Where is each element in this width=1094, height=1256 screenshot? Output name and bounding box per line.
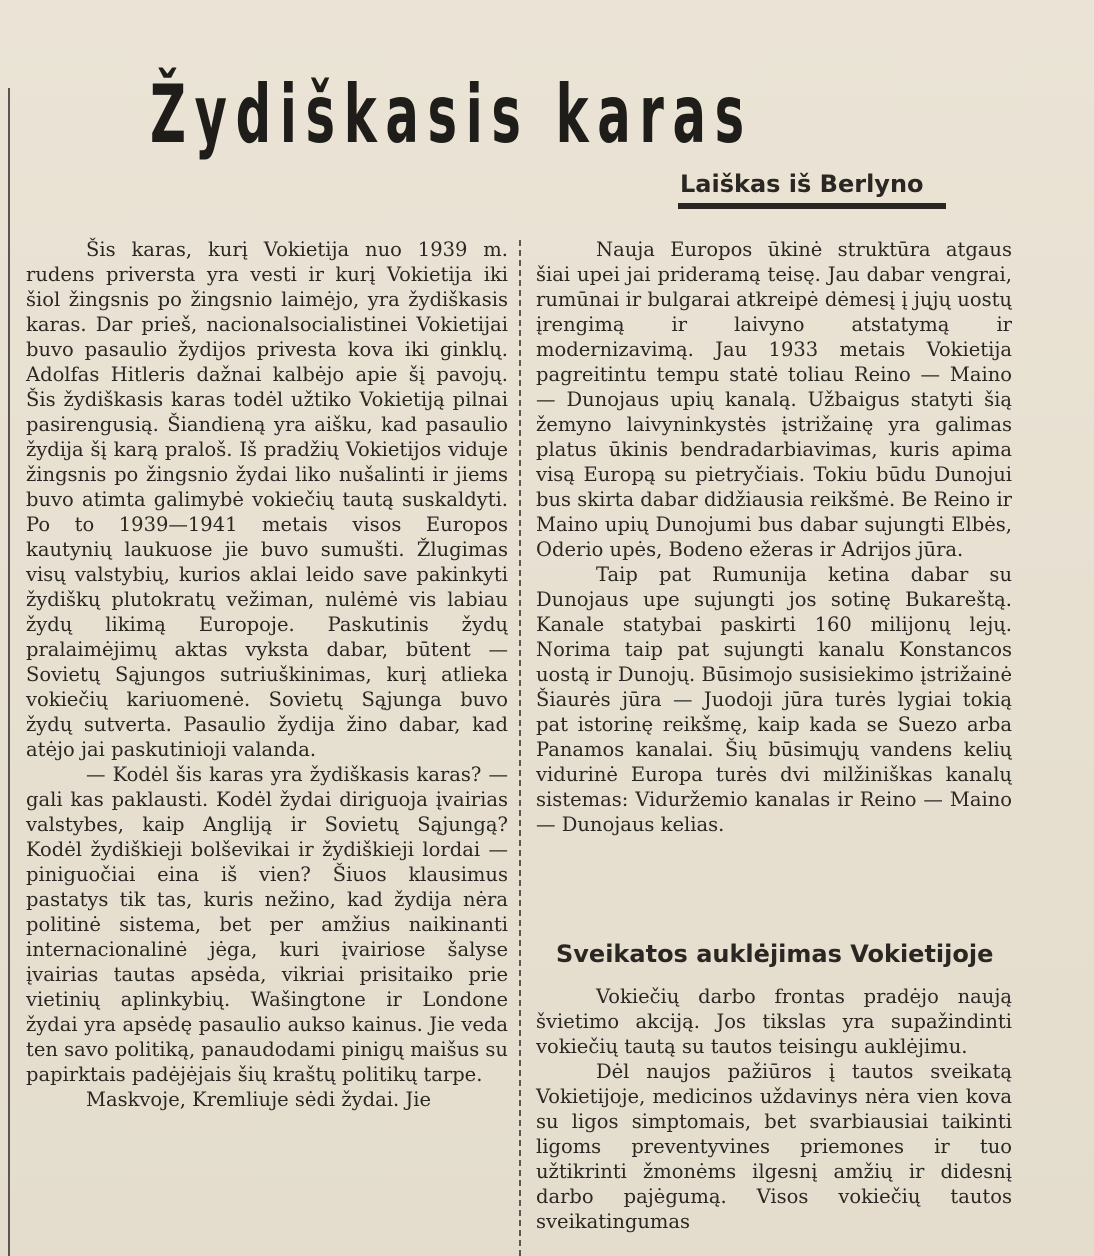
paragraph: — Kodėl šis karas yra žydiškasis karas? — gali kas paklausti. Kodėl žydai diriguoja įvairias valstybes, kaip Angliją ir Sovietų Sąjungą? Kodėl žydiškieji bolševikai ir žydiškieji lordai — piniguočiai eina iš vien? Šiuos klausimus pastatys tik tas, kuris nežino, kad žydija nėra politinė sistema, bet per amžius naikinanti internacionalinė jėga, kuri įvairiose šalyse įvairias tautas apsėda, vikriai prisitaiko prie vietinių aplinkybių. Wašingtone ir Londone žydai yra apsėdę pasaulio aukso kainus. Jie veda ten savo politiką, panaudodami pinigų maišus su papirktais padėjėjais šių kraštų politikų tarpe. (26, 763, 508, 1086)
paragraph: Šis karas, kurį Vokietija nuo 1939 m. rudens priversta yra vesti ir kurį Vokietija iki šiol žingsnis po žingsnio laimėjo, yra žydiškasis karas. Dar prieš, nacionalsocialistinei Vokietijai buvo pasaulio žydijos privesta kova iki ginklų. Adolfas Hitleris dažnai kalbėjo apie šį pavojų. Šis žydiškasis karas todėl užtiko Vokietiją pilnai pasirengusią. Šiandieną yra aišku, kad pasaulio žydija šį karą praloš. Iš pradžių Vokietijos viduje žingsnis po žingsnio žydai liko nušalinti ir jiems buvo atimta galimybė vokiečių tautą suskaldyti. Po to 1939—1941 metais visos Europos kautynių laukuose jie buvo sumušti. Žlugimas visų valstybių, kurios aklai leido save pakinkyti žydiškų plutokratų vežiman, nulėmė vis labiau žydų likimą Europoje. Paskutinis žydų pralaimėjimų aktas vyksta dabar, būtent — Sovietų Sąjungos sutriuškinimas, kurį atlieka vokiečių kariuomenė. Sovietų Sąjunga buvo žydų sutverta. Pasaulio žydija žino dabar, kad atėjo jai paskutinioji valanda. (26, 238, 508, 761)
paragraph: Taip pat Rumunija ketina dabar su Dunojaus upe sujungti jos sotinę Bukareštą. Kanale statybai paskirti 160 milijonų lejų. Norima taip pat sujungti kanalu Konstancos uostą ir Dunojų. Būsimojo susisiekimo įstrižainė Šiaurės jūra — Juodoji jūra turės lygiai tokią pat istorinę reikšmę, kaip kada se Suezo arba Panamos kanalai. Šių būsimųjų vandens kelių vidurinė Europa turės dvi milžiniškas kanalų sistemas: Viduržemio kanalas ir Reino — Maino — Dunojaus kelias. (536, 563, 1012, 836)
paragraph: Vokiečių darbo frontas pradėjo naują švietimo akciją. Jos tikslas yra supažindinti vokiečių tautą su tautos teisingu auklėjimu. (536, 985, 1012, 1058)
left-column (26, 237, 508, 1112)
paragraph: Dėl naujos pažiūros į tautos sveikatą Vokietijoje, medicinos uždavinys nėra vien kova su ligos simptomais, bet svarbiausiai taikinti ligoms preventyvines priemones ir tuo užtikrinti žmonėms ilgesnį amžių ir didesnį darbo pajėgumą. Visos vokiečių tautos sveikatingumas (536, 1060, 1012, 1233)
column-divider (519, 240, 521, 1256)
section2-body (536, 984, 1012, 1234)
right-column (536, 237, 1012, 837)
paragraph: Nauja Europos ūkinė struktūra atgaus šiai upei jai prideramą teisę. Jau dabar vengrai, rumūnai ir bulgarai atkreipė dėmesį į jųjų uostų įrengimą ir laivyno atstatymą ir modernizavimą. Jau 1933 metais Vokietija pagreitintu tempu statė toliau Reino — Maino — Dunojaus upių kanalą. Užbaigus statyti šią žemyno laivyninkystės įstrižainę yra galimas platus ūkinis bendradarbiavimas, kuris apima visą Europą su pietryčiais. Tokiu būdu Dunojui bus skirta dabar didžiausia reikšmė. Be Reino ir Maino upių Dunojumi bus dabar sujungti Elbės, Oderio upės, Bodeno ežeras ir Adrijos jūra. (536, 238, 1012, 561)
section-heading: Sveikatos auklėjimas Vokietijoje (556, 940, 994, 968)
headline: Žydiškasis karas (150, 68, 753, 161)
left-margin-rule (8, 88, 10, 1256)
paragraph: Maskvoje, Kremliuje sėdi žydai. Jie (86, 1088, 431, 1111)
subtitle-underline (678, 203, 946, 209)
article-subtitle: Laiškas iš Berlyno (680, 170, 924, 198)
